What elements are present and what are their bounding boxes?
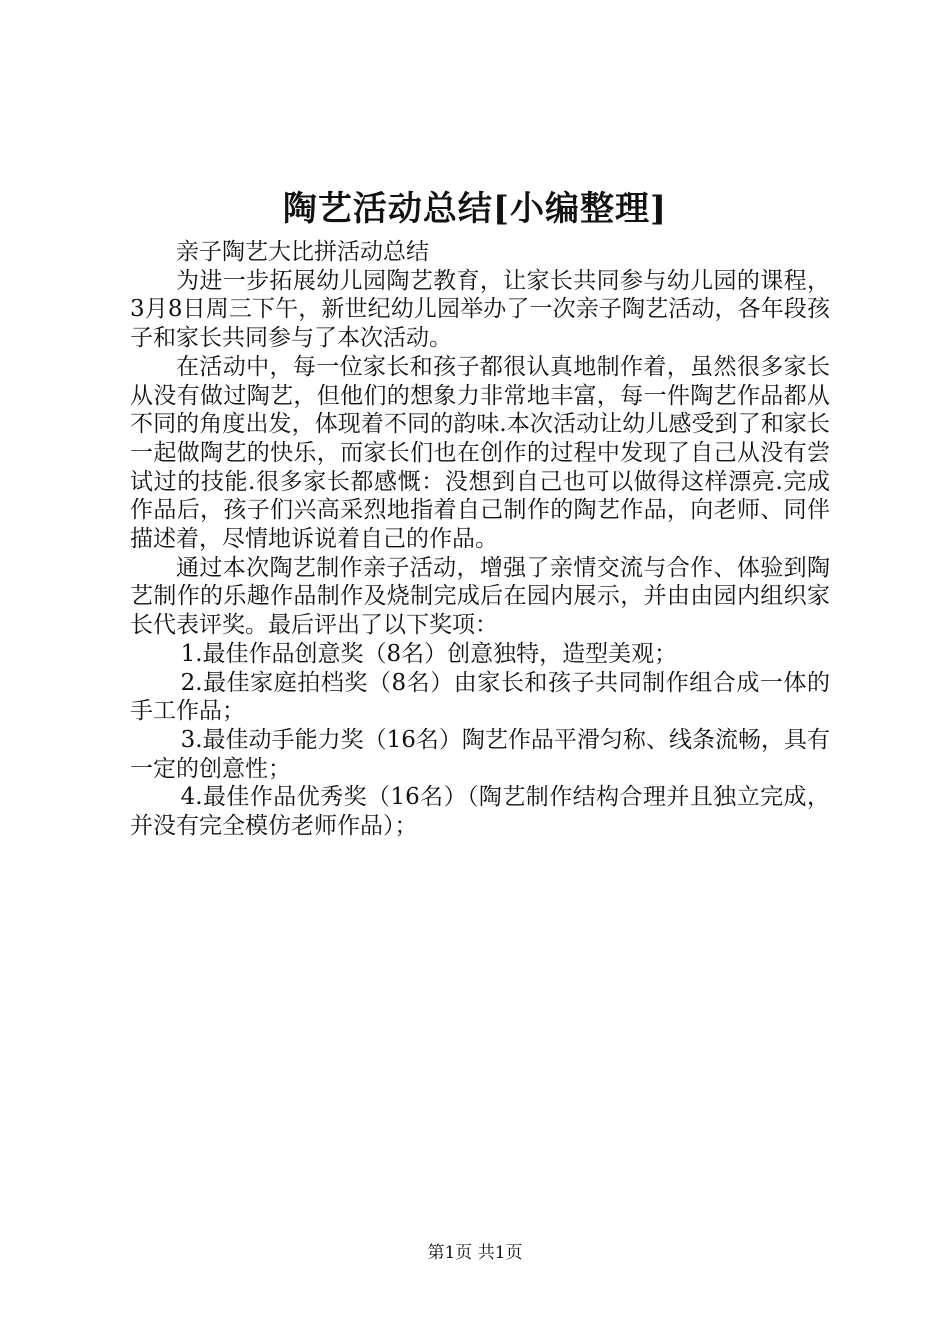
subtitle-paragraph: 亲子陶艺大比拼活动总结 bbox=[176, 239, 429, 265]
award-item: 4.最佳作品优秀奖（16名）（陶艺制作结构合理并且独立完成，并没有完全模仿老师作品）； bbox=[130, 784, 830, 840]
activity-paragraph: 在活动中，每一位家长和孩子都很认真地制作着，虽然很多家长从没有做过陶艺，但他们的想象力非常地丰富，每一件陶艺作品都从不同的角度出发，体现着不同的韵味.本次活动让幼儿感受到了和家长一起做陶艺的快乐，而家长们也在创作的过程中发现了自己从没有尝试过的技能.很多家长都感慨：没想到自己也可以做得这样漂亮.完成作品后，孩子们兴高采烈地指着自己制作的陶艺作品，向老师、同伴描述着，尽情地诉说着自己的作品。 bbox=[130, 353, 830, 553]
award-item: 1.最佳作品创意奖（8名）创意独特，造型美观； bbox=[180, 640, 678, 667]
award-item: 2.最佳家庭拍档奖（8名）由家长和孩子共同制作组合成一体的手工作品； bbox=[130, 669, 830, 725]
award-item: 3.最佳动手能力奖（16名）陶艺作品平滑匀称、线条流畅，具有一定的创意性； bbox=[130, 726, 830, 782]
intro-paragraph: 为进一步拓展幼儿园陶艺教育，让家长共同参与幼儿园的课程，3月8日周三下午，新世纪幼儿园举办了一次亲子陶艺活动，各年段孩子和家长共同参与了本次活动。 bbox=[130, 267, 830, 352]
document-body bbox=[130, 238, 830, 841]
document-title: 陶艺活动总结[小编整理] bbox=[282, 189, 668, 229]
summary-paragraph: 通过本次陶艺制作亲子活动，增强了亲情交流与合作、体验到陶艺制作的乐趣作品制作及烧制完成后在园内展示，并由由园内组织家长代表评奖。最后评出了以下奖项： bbox=[130, 554, 830, 639]
page-footer: 第1页 共1页 bbox=[427, 1243, 523, 1263]
